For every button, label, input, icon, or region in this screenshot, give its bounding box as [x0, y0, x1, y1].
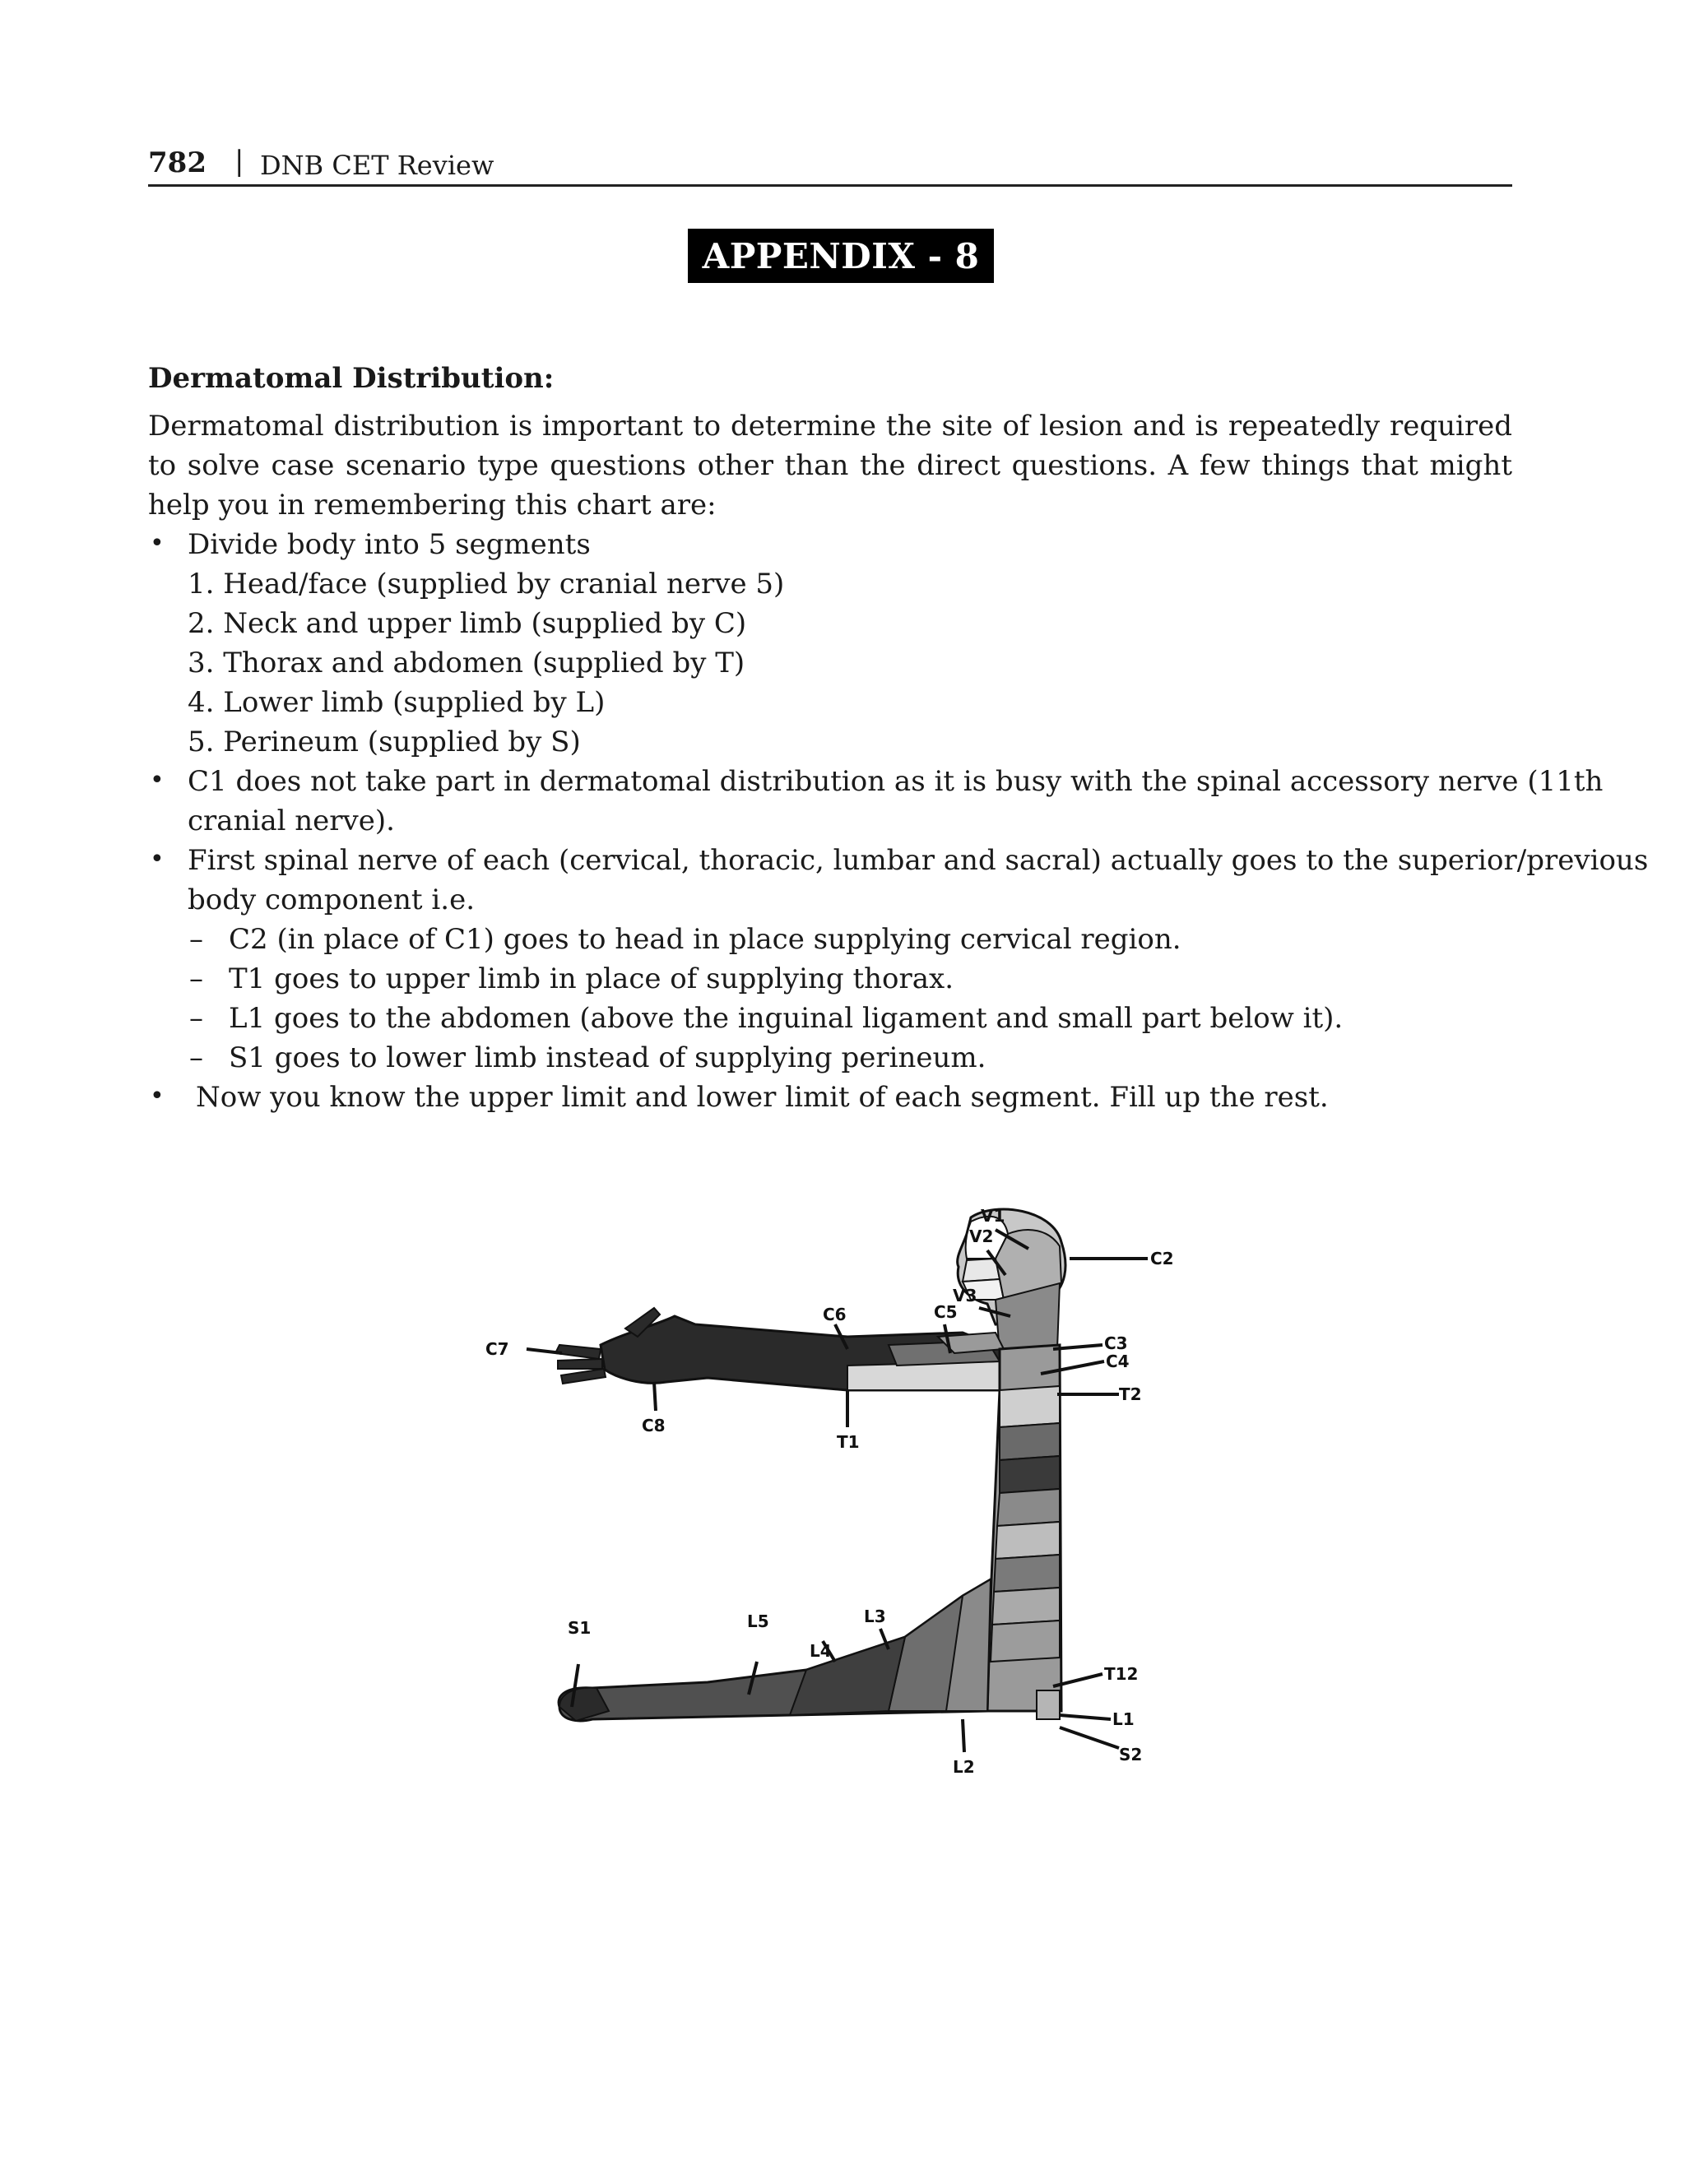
bullet-text: Now you know the upper limit and lower limit of each segment. Fill up the rest. [196, 1081, 1329, 1114]
dash-marker: – [189, 923, 203, 956]
bullet-marker: • [150, 845, 165, 874]
bullet-marker: • [150, 529, 165, 558]
bullet-text: Divide body into 5 segments [188, 528, 591, 561]
appendix-title: APPENDIX - 8 [688, 229, 994, 283]
page-number: 782 [148, 146, 207, 179]
label-l4: L4 [810, 1641, 832, 1661]
header-separator: | [234, 145, 244, 178]
list-item: 4. Lower limb (supplied by L) [188, 686, 606, 719]
dash-item: T1 goes to upper limb in place of supplying thorax. [229, 962, 954, 995]
dash-item: C2 (in place of C1) goes to head in place supplying cervical region. [229, 923, 1181, 956]
list-item: 1. Head/face (supplied by cranial nerve 5) [188, 568, 785, 600]
label-l2: L2 [953, 1757, 975, 1777]
label-v3: V3 [953, 1286, 977, 1305]
dash-marker: – [189, 1002, 203, 1035]
label-v1: V1 [981, 1206, 1005, 1226]
section-heading: Dermatomal Distribution: [148, 362, 555, 395]
label-c7: C7 [485, 1339, 509, 1359]
bullet-text: C1 does not take part in dermatomal distribution as it is busy with the spinal accessory nerve (11th [188, 765, 1604, 798]
label-c6: C6 [823, 1305, 847, 1324]
label-v2: V2 [969, 1226, 994, 1246]
dash-item: S1 goes to lower limb instead of supplying perineum. [229, 1041, 986, 1074]
label-c5: C5 [934, 1302, 958, 1322]
bullet-text-continued: cranial nerve). [188, 805, 395, 837]
label-c4: C4 [1106, 1352, 1130, 1371]
book-title: DNB CET Review [260, 150, 494, 181]
bullet-text: First spinal nerve of each (cervical, thoracic, lumbar and sacral) actually goes to the superior/previous [188, 844, 1649, 877]
intro-paragraph: Dermatomal distribution is important to determine the site of lesion and is repeatedly required to solve case scenario type questions other than the direct questions. A few things that might help you in remembering this chart are: [148, 410, 1512, 522]
dash-item: L1 goes to the abdomen (above the inguinal ligament and small part below it). [229, 1002, 1344, 1035]
label-l5: L5 [747, 1611, 769, 1631]
label-t12: T12 [1104, 1664, 1139, 1684]
label-s1: S1 [568, 1618, 592, 1638]
label-l3: L3 [864, 1607, 886, 1626]
label-c8: C8 [642, 1416, 666, 1435]
bullet-marker: • [150, 766, 165, 795]
list-item: 2. Neck and upper limb (supplied by C) [188, 607, 747, 640]
bullet-text-continued: body component i.e. [188, 883, 475, 916]
dash-marker: – [189, 962, 203, 995]
list-item: 5. Perineum (supplied by S) [188, 726, 581, 758]
label-s2: S2 [1119, 1745, 1143, 1764]
bullet-marker: • [150, 1082, 165, 1111]
dash-marker: – [189, 1041, 203, 1074]
list-item: 3. Thorax and abdomen (supplied by T) [188, 647, 745, 679]
dermatome-diagram [461, 1185, 1242, 1810]
label-c3: C3 [1104, 1333, 1128, 1353]
label-c2: C2 [1150, 1249, 1174, 1268]
label-t2: T2 [1119, 1384, 1142, 1404]
label-l1: L1 [1112, 1709, 1135, 1729]
label-t1: T1 [837, 1432, 860, 1452]
page-header [148, 143, 1512, 187]
